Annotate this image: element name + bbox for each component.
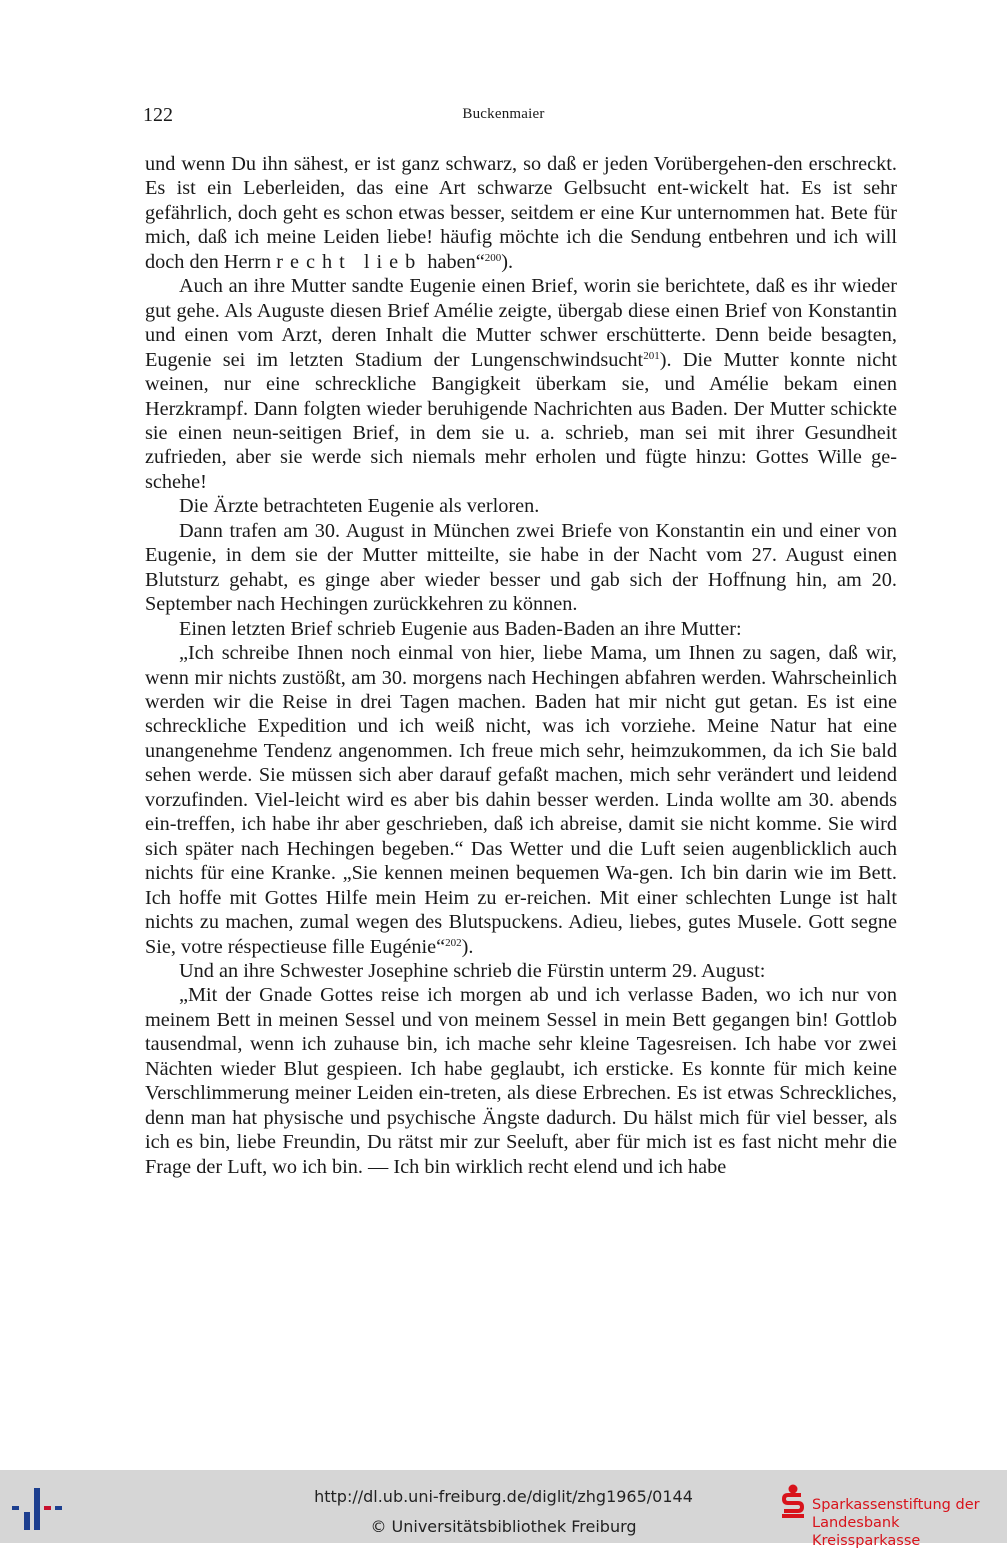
paragraph: Dann trafen am 30. August in München zwei Briefe von Konstantin ein und einer von Eugenie, in dem sie der Mutter mitteilte, sie habe in der Nacht vom 27. August einen Blutsturz gehabt, es ginge aber wieder besser und gab sich der Hoffnung hin, am 20. September nach Hechingen zurückkehren zu können. [145,519,897,616]
sponsor-text[interactable] [812,1496,1007,1550]
paragraph: Und an ihre Schwester Josephine schrieb die Fürstin unterm 29. August: [179,959,766,982]
footnote-ref: 202 [445,936,462,949]
paragraph: „Ich schreibe Ihnen noch einmal von hier, liebe Mama, um Ihnen zu sagen, daß wir, wenn mir nichts zustößt, am 30. morgens nach Hechingen abfahren werden. Wahrscheinlich werden wir die Reise in drei Tagen machen. Baden hat mir nicht gut getan. Es ist eine schreckliche Expedition und ich weiß nicht, was ich vorziehe. Meine Natur hat eine unangenehme Tendenz angenommen. Ich freue mich sehr, heimzukommen, da ich Sie bald sehen werde. Sie müssen sich aber darauf gefaßt machen, mich sehr verändert und leidend vorzufinden. Viel-leicht wird es aber bis dahin besser werden. Linda wollte am 30. abends ein-treffen, ich habe ihr aber geschrieben, daß ich abreise, damit sie nicht komme. Sie wird sich später nach Hechingen begeben.“ Das Wetter und die Luft seien augenblicklich auch nichts für eine Kranke. „Sie kennen meinen bequemen Wa-gen. Ich bin darin wie im Bett. Ich hoffe mit Gottes Hilfe mein Heim zu er-reichen. Mit einer schlechten Lunge ist halt nichts zu machen, zumal wegen des Blutspuckens. Adieu, liebes, gutes Musele. Gott segne Sie, votre réspectieuse fille Eugénie“$^{202}$). [145,642,897,958]
paragraph: Die Ärzte betrachteten Eugenie als verloren. [179,495,540,518]
sponsor-line: Landesbank Kreissparkasse [812,1515,921,1549]
emphasized-text: recht lieb [276,250,423,273]
viewer-footer [0,1470,1007,1549]
paragraph: „Mit der Gnade Gottes reise ich morgen ab und ich verlasse Baden, wo ich nur von meinem Bett in meinen Sessel und von meinem Sessel in mein Bett gegangen bin! Gottlob tausendmal, wenn ich zuhause bin, ich mache sehr kleine Tagesreisen. Ich habe vor zwei Nächten wieder Blut gespieen. Ich habe geglaubt, ich ersticke. Es konnte für mich keine Verschlimmerung meiner Leiden ein-treten, als diese Erbrechen. Es ist etwas Schreckliches, denn man hat physische und psychische Ängste dadurch. Du hälst mich für viel besser, als ich es bin, liebe Freundin, Du rätst mir zur Seeluft, aber für mich ist es fast nicht mehr die Frage der Luft, wo ich bin. — Ich bin wirklich recht elend und ich habe [145,984,897,1178]
paragraph: Auch an ihre Mutter sandte Eugenie einen Brief, worin sie berichtete, daß es ihr wieder gut gehe. Als Auguste diesen Brief Amélie zeigte, übergab diese einen Brief von Konstantin und einen vom Arzt, deren Inhalt die Mutter schwer erschütterte. Denn beide besagten, Eugenie sei im letzten Stadium der Lungenschwindsucht$^{201}$). Die Mutter konnte nicht weinen, nur eine schreckliche Bangigkeit überkam sie, und Amélie bekam einen Herzkrampf. Dann folgten wieder beruhigende Nachrichten aus Baden. Der Mutter schickte sie einen neun-seitigen Brief, in dem sie u. a. schrieb, man sei mit ihrer Gesundheit zufrieden, aber sie werde sich niemals mehr erholen und fügte hinzu: Gottes Wille ge-schehe! [145,275,897,493]
paragraph: Einen letzten Brief schrieb Eugenie aus Baden-Baden an ihre Mutter: [179,617,742,640]
footnote-ref: 200 [484,251,502,264]
copyright-notice: © Universitätsbibliothek Freiburg [370,1517,637,1536]
sponsor-line: Sparkassenstiftung der [812,1497,980,1513]
body-text [145,152,897,1179]
footnote-ref: 201 [643,349,660,362]
running-head: Buckenmaier [462,106,545,122]
sparkasse-logo-icon[interactable] [780,1484,806,1518]
permalink-url[interactable]: http://dl.ub.uni-freiburg.de/diglit/zhg1965/0144 [314,1487,693,1506]
paragraph: und wenn Du ihn sähest, er ist ganz schwarz, so daß er jeden Vorübergehen-den erschreckt. Es ist ein Leberleiden, das eine Art schwarze Gelbsucht ent-wickelt hat. Es ist sehr gefährlich, doch geht es schon etwas besser, seitdem er eine Kur unternommen hat. Bete für mich, daß ich meine Leiden liebe! häufig möchte ich die Sendung entbehren und ich will doch den Herrn recht lieb haben“$^{200}$). [145,153,897,273]
page-number: 122 [143,104,173,126]
